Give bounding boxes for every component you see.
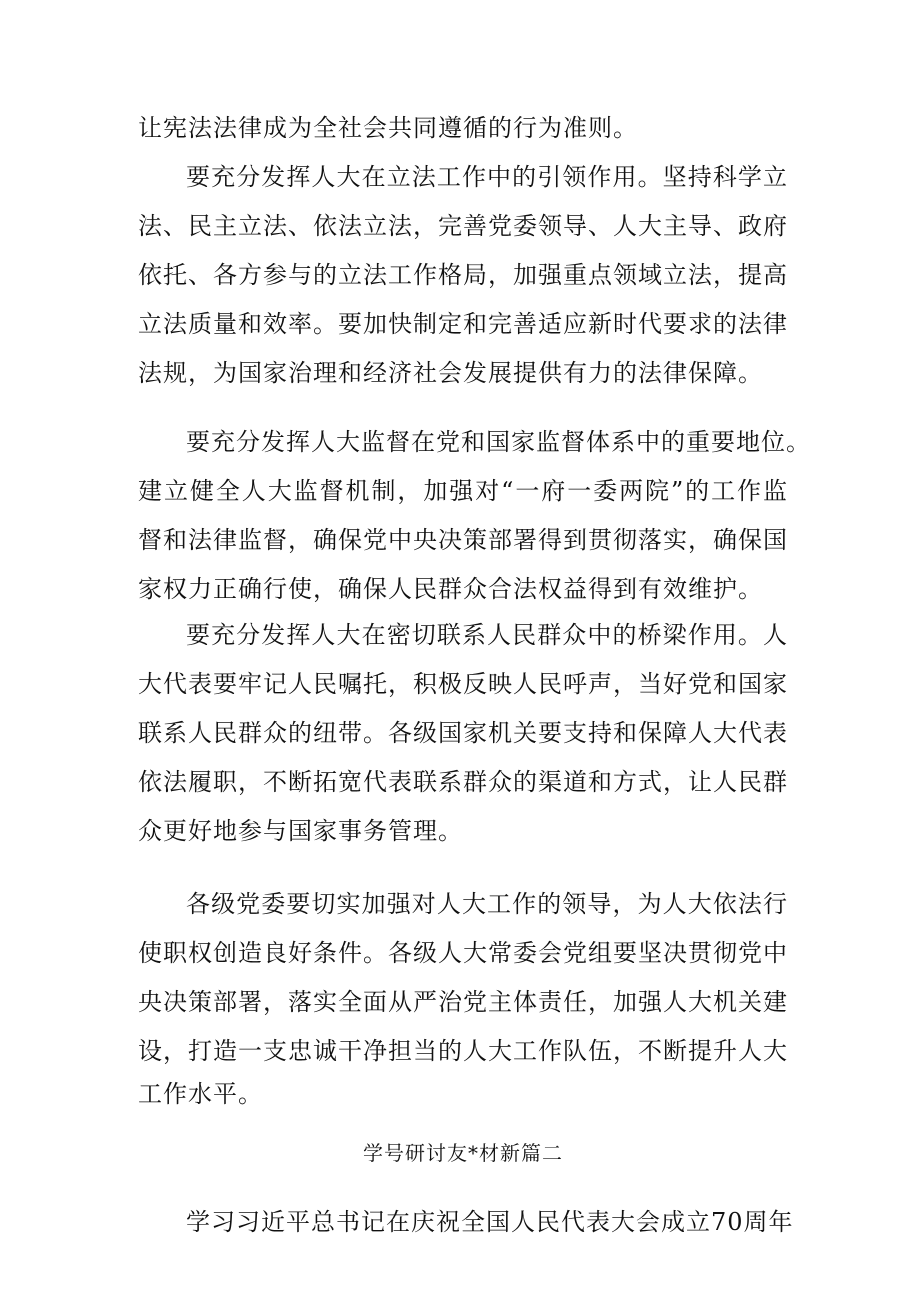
section-heading: 学号研讨友*材新篇二 [363,1141,563,1165]
text-line: 依法履职，不断拓宽代表联系群众的渠道和方式，让人民群 [138,768,788,796]
text-line: 家权力正确行使，确保人民群众合法权益得到有效维护。 [138,575,763,603]
text-line: 建立健全人大监督机制，加强对“一府一委两院”的工作监 [138,477,788,505]
text-line: 依托、各方参与的立法工作格局，加强重点领域立法，提高 [138,261,788,289]
text-line: 设，打造一支忠诚干净担当的人大工作队伍，不断提升人大 [138,1037,788,1065]
text-line: 众更好地参与国家事务管理。 [138,817,463,845]
text-line: 法规，为国家治理和经济社会发展提供有力的法律保障。 [138,359,763,387]
text-line: 联系人民群众的纽带。各级国家机关要支持和保障人大代表 [138,719,788,747]
text-line: 工作水平。 [138,1080,263,1108]
text-line: 法、民主立法、依法立法，完善党委领导、人大主导、政府 [138,212,788,240]
text-line: 要充分发挥人大在立法工作中的引领作用。坚持科学立 [186,163,788,191]
text-line: 督和法律监督，确保党中央决策部署得到贯彻落实，确保国 [138,526,788,554]
text-line: 央决策部署，落实全面从严治党主体责任，加强人大机关建 [138,988,788,1016]
text-line: 要充分发挥人大在密切联系人民群众中的桥梁作用。人 [186,621,788,649]
text-line: 学习习近平总书记在庆祝全国人民代表大会成立70周年 [186,1208,794,1236]
text-line: 使职权创造良好条件。各级人大常委会党组要坚决贯彻党中 [138,939,788,967]
text-line: 各级党委要切实加强对人大工作的领导，为人大依法行 [186,890,788,918]
text-line: 让宪法法律成为全社会共同遵循的行为准则。 [138,114,638,142]
text-line: 大代表要牢记人民嘱托，积极反映人民呼声，当好党和国家 [138,670,788,698]
text-line: 立法质量和效率。要加快制定和完善适应新时代要求的法律 [138,310,788,338]
text-line: 要充分发挥人大监督在党和国家监督体系中的重要地位。 [186,428,811,456]
